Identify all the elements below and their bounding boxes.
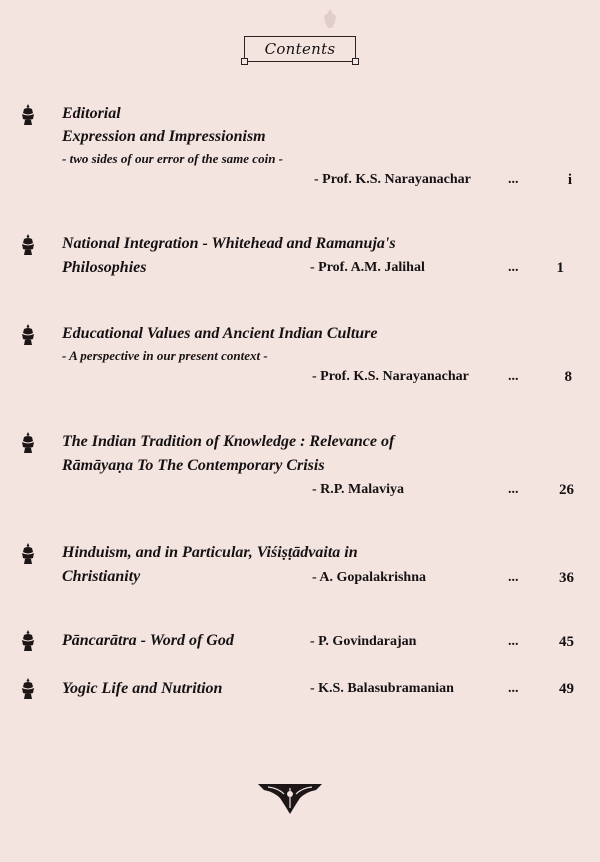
entry-author: - A. Gopalakrishna [312, 570, 426, 585]
entry-title-line: Philosophies [62, 259, 147, 276]
entry-page-number: 8 [564, 369, 572, 385]
entry-leader-dots: ... [508, 634, 519, 649]
entry-page-number: 1 [556, 260, 564, 276]
entry-subtitle: - A perspective in our present context - [62, 348, 268, 363]
lamp-ornament-icon [18, 234, 38, 256]
entry-title-line: Yogic Life and Nutrition [62, 680, 223, 697]
entry-title-line: Expression and Impressionism [62, 128, 266, 145]
entry-author: - K.S. Balasubramanian [310, 681, 454, 696]
entry-leader-dots: ... [508, 570, 519, 585]
entry-leader-dots: ... [508, 260, 519, 275]
entry-title-line: Christianity [62, 568, 141, 585]
lamp-ornament-icon [18, 324, 38, 346]
entry-author: - R.P. Malaviya [312, 482, 405, 497]
entry-author: - Prof. A.M. Jalihal [310, 260, 425, 275]
entry-author: - P. Govindarajan [310, 634, 417, 649]
lamp-ornament-icon [18, 432, 38, 454]
entry-title-line: Educational Values and Ancient Indian Culture [62, 325, 378, 342]
entry-title-line: The Indian Tradition of Knowledge : Relevance of [62, 433, 395, 450]
entry-author: - Prof. K.S. Narayanachar [312, 369, 469, 384]
entry-leader-dots: ... [508, 172, 519, 187]
contents-title-box [244, 36, 356, 62]
entry-title-line: Pāncarātra - Word of God [62, 632, 234, 649]
entry-title-line: Editorial [62, 105, 121, 122]
entry-leader-dots: ... [508, 369, 519, 384]
contents-title: Contents [264, 40, 336, 58]
entry-leader-dots: ... [508, 681, 519, 696]
entry-page-number: i [567, 172, 572, 188]
faint-emblem-icon [320, 8, 340, 30]
entry-page-number: 36 [559, 570, 574, 586]
lamp-ornament-icon [18, 630, 38, 652]
floral-ornament-icon [258, 780, 322, 816]
entry-leader-dots: ... [508, 482, 519, 497]
lamp-ornament-icon [18, 543, 38, 565]
entry-page-number: 45 [559, 634, 574, 650]
entry-author: - Prof. K.S. Narayanachar [314, 172, 471, 187]
lamp-ornament-icon [18, 104, 38, 126]
entry-page-number: 26 [559, 482, 574, 498]
entry-title-line: National Integration - Whitehead and Ramanuja's [62, 235, 396, 252]
entry-title-line: Rāmāyaṇa To The Contemporary Crisis [62, 457, 325, 474]
entry-page-number: 49 [559, 681, 574, 697]
entry-title-line: Hinduism, and in Particular, Viśiṣṭādvaita in [62, 544, 358, 561]
entry-subtitle: - two sides of our error of the same coin - [62, 151, 283, 166]
lamp-ornament-icon [18, 678, 38, 700]
